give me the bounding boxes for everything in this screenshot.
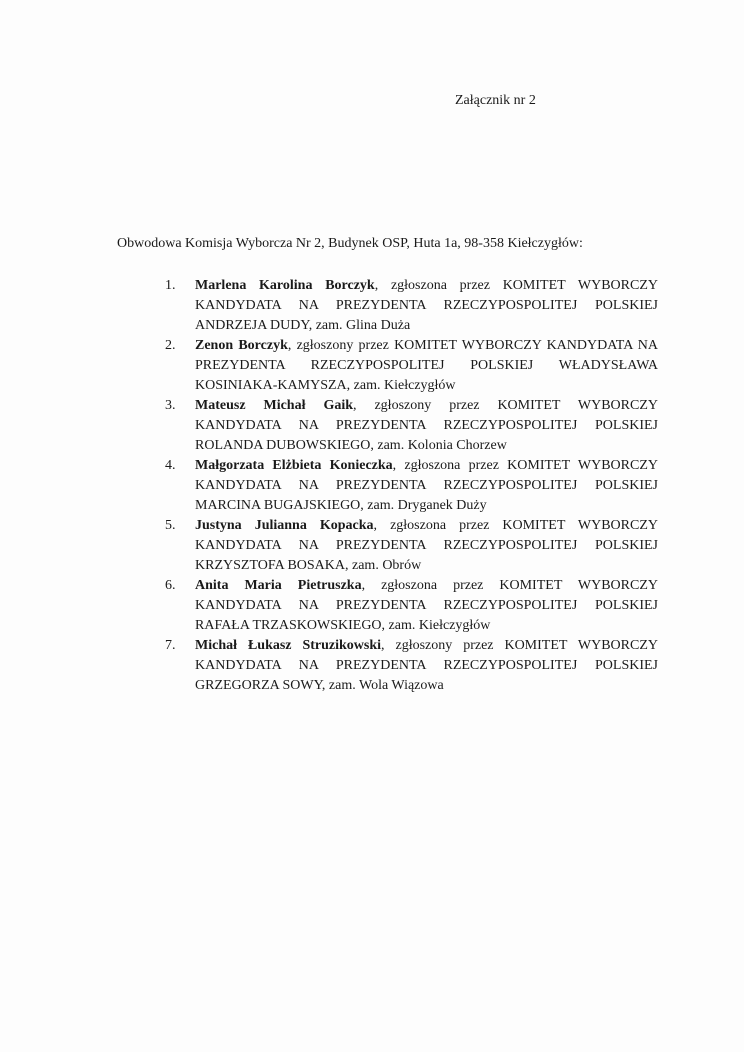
item-number: 4. (165, 458, 176, 473)
list-item (165, 456, 658, 516)
item-number: 3. (165, 398, 176, 413)
member-name: Marlena Karolina Borczyk (195, 278, 375, 293)
member-name: Anita Maria Pietruszka (195, 578, 362, 593)
item-number: 1. (165, 278, 176, 293)
member-details: , zgłoszony przez KOMITET WYBORCZY KANDYDATA NA PREZYDENTA RZECZYPOSPOLITEJ POLSKIEJ GRZEGORZA SOWY, zam. Wola Wiązowa (195, 638, 658, 693)
list-item (165, 576, 658, 636)
attachment-label: Załącznik nr 2 (455, 93, 536, 108)
member-details: , zgłoszony przez KOMITET WYBORCZY KANDYDATA NA PREZYDENTA RZECZYPOSPOLITEJ POLSKIEJ ROLANDA DUBOWSKIEGO, zam. Kolonia Chorzew (195, 398, 658, 453)
item-number: 7. (165, 638, 176, 653)
item-number: 6. (165, 578, 176, 593)
commission-title: Obwodowa Komisja Wyborcza Nr 2, Budynek OSP, Huta 1a, 98-358 Kiełczygłów: (117, 236, 583, 251)
list-item (165, 336, 658, 396)
member-name: Mateusz Michał Gaik (195, 398, 354, 413)
member-name: Zenon Borczyk (195, 338, 288, 353)
list-item (165, 636, 658, 696)
item-number: 5. (165, 518, 176, 533)
member-name: Małgorzata Elżbieta Konieczka (195, 458, 393, 473)
member-details: , zgłoszona przez KOMITET WYBORCZY KANDYDATA NA PREZYDENTA RZECZYPOSPOLITEJ POLSKIEJ MARCINA BUGAJSKIEGO, zam. Dryganek Duży (195, 458, 659, 513)
list-item (165, 276, 658, 336)
members-list (165, 276, 658, 696)
list-item (165, 396, 658, 456)
member-name: Michał Łukasz Struzikowski (195, 638, 382, 653)
member-details: , zgłoszona przez KOMITET WYBORCZY KANDYDATA NA PREZYDENTA RZECZYPOSPOLITEJ POLSKIEJ RAFAŁA TRZASKOWSKIEGO, zam. Kiełczygłów (195, 578, 658, 633)
item-number: 2. (165, 338, 176, 353)
member-details: , zgłoszona przez KOMITET WYBORCZY KANDYDATA NA PREZYDENTA RZECZYPOSPOLITEJ POLSKIEJ ANDRZEJA DUDY, zam. Glina Duża (195, 278, 659, 333)
member-details: , zgłoszony przez KOMITET WYBORCZY KANDYDATA NA PREZYDENTA RZECZYPOSPOLITEJ POLSKIEJ WŁADYSŁAWA KOSINIAKA-KAMYSZA, zam. Kiełczygłów (195, 338, 658, 393)
member-details: , zgłoszona przez KOMITET WYBORCZY KANDYDATA NA PREZYDENTA RZECZYPOSPOLITEJ POLSKIEJ KRZYSZTOFA BOSAKA, zam. Obrów (195, 518, 659, 573)
list-item (165, 516, 658, 576)
member-name: Justyna Julianna Kopacka (195, 518, 374, 533)
